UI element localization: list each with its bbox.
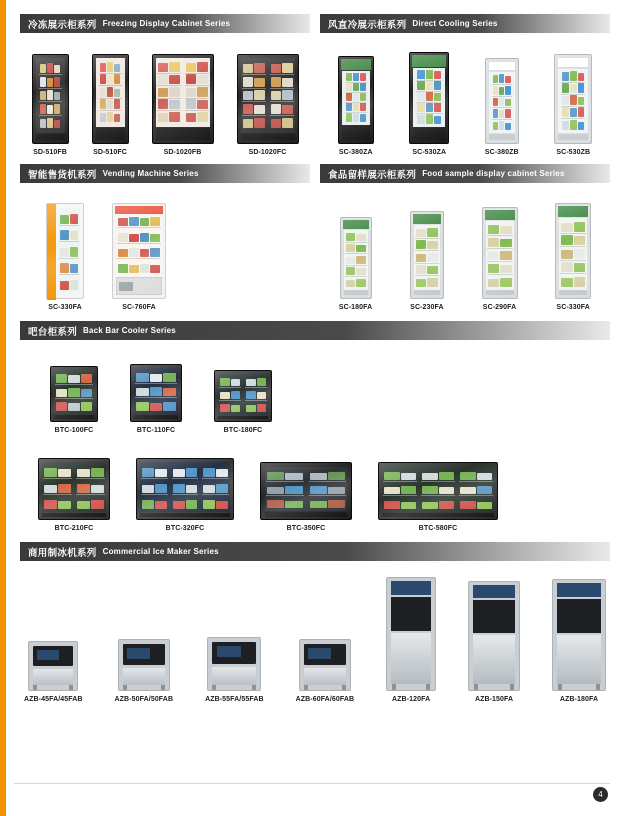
page-number: 4 [593,787,608,802]
product-code: SC-530ZB [556,149,591,156]
product-code: SC-290FA [482,304,517,311]
product-sd-510fc[interactable] [92,52,129,156]
section-title-en: Back Bar Cooler Series [83,326,176,335]
section-title-cn: 智能售货机系列 [28,169,97,181]
product-code: BTC-110FC [136,427,176,434]
product-code: AZB-120FA [392,696,431,703]
product-btc-180fc[interactable] [214,358,272,434]
product-rack-direct-cooling [320,41,610,156]
section-freezing-display-cabinet [20,14,310,156]
product-btc-320fc[interactable] [136,450,234,532]
product-sc-530za[interactable] [409,52,449,156]
product-btc-110fc[interactable] [130,358,182,434]
product-code: AZB-45FA/45FAB [24,696,83,703]
product-code: SC-380ZA [338,149,373,156]
footer-divider [14,783,610,784]
product-sd-1020fb[interactable] [152,52,214,156]
product-code: BTC-320FC [165,525,205,532]
product-code: BTC-180FC [223,427,263,434]
product-rack-back-bar-row2 [20,438,610,532]
product-btc-580fc[interactable] [378,450,498,532]
section-title-en: Food sample display cabinet Series [422,169,565,178]
section-header-ice-maker [20,542,610,561]
section-title-en: Commercial Ice Maker Series [102,547,219,556]
product-sc-330fa[interactable] [46,199,84,311]
section-back-bar-cooler [20,321,610,532]
section-header-back-bar [20,321,610,340]
product-azb-150fa[interactable] [468,573,520,703]
product-azb-120fa[interactable] [386,573,436,703]
product-btc-210fc[interactable] [38,450,110,532]
product-rack-freezing [20,41,310,156]
product-azb-180fa[interactable] [552,573,606,703]
product-code: SD-510FB [33,149,67,156]
product-code: SD-1020FB [163,149,202,156]
product-sc-380zb[interactable] [485,52,519,156]
product-code: AZB-150FA [474,696,514,703]
section-row-middle [20,164,610,311]
section-title-cn: 商用制冰机系列 [28,547,97,559]
product-azb-55fa[interactable] [205,633,264,703]
product-code: SC-330FA [48,304,82,311]
product-code: SC-330FA [556,304,590,311]
product-code: SC-380ZB [484,149,519,156]
section-title-cn: 冷冻展示柜系列 [28,19,97,31]
section-title-en: Freezing Display Cabinet Series [102,19,231,28]
section-title-cn: 风直冷展示柜系列 [328,19,407,31]
page-content [6,0,624,816]
section-commercial-ice-maker [20,542,610,703]
product-code: BTC-100FC [54,427,94,434]
product-code: SC-760FA [122,304,156,311]
section-row-top [20,14,610,156]
product-code: SC-180FA [338,304,373,311]
product-azb-45fa[interactable] [24,633,83,703]
product-sd-1020fc[interactable] [237,52,299,156]
product-sc-380za[interactable] [338,52,374,156]
product-rack-food-sample [320,191,610,311]
product-btc-350fc[interactable] [260,450,352,532]
section-food-sample [320,164,610,311]
product-code: AZB-60FA/60FAB [295,696,355,703]
product-code: BTC-350FC [286,525,326,532]
product-rack-ice-maker [20,569,610,703]
product-sc-230fa[interactable] [410,199,444,311]
section-header-vending [20,164,310,183]
product-code: SD-1020FC [248,149,287,156]
product-code: SC-230FA [410,304,444,311]
section-vending-machine [20,164,310,311]
section-title-cn: 吧台柜系列 [28,326,78,338]
section-direct-cooling [320,14,610,156]
product-btc-100fc[interactable] [50,358,98,434]
product-sc-760fa[interactable] [112,199,166,311]
product-azb-60fa[interactable] [296,633,355,703]
section-header-freezing [20,14,310,33]
product-code: AZB-50FA/50FAB [114,696,174,703]
section-title-cn: 食品留样展示柜系列 [328,169,417,181]
product-sc-180fa[interactable] [339,199,372,311]
product-sc-530zb[interactable] [554,52,592,156]
product-sc-330fa-food[interactable] [555,199,591,311]
product-azb-50fa[interactable] [115,633,174,703]
product-sd-510fb[interactable] [32,52,69,156]
product-code: SD-510FC [93,149,127,156]
product-rack-vending [20,191,310,311]
product-code: BTC-580FC [418,525,458,532]
product-code: AZB-180FA [559,696,599,703]
product-sc-290fa[interactable] [482,199,518,311]
section-header-food-sample [320,164,610,183]
section-title-en: Direct Cooling Series [412,19,498,28]
product-rack-back-bar-row1 [20,348,610,434]
product-code: AZB-55FA/55FAB [205,696,264,703]
product-code: SC-530ZA [412,149,447,156]
section-title-en: Vending Machine Series [102,169,199,178]
product-code: BTC-210FC [54,525,94,532]
section-header-direct-cooling [320,14,610,33]
